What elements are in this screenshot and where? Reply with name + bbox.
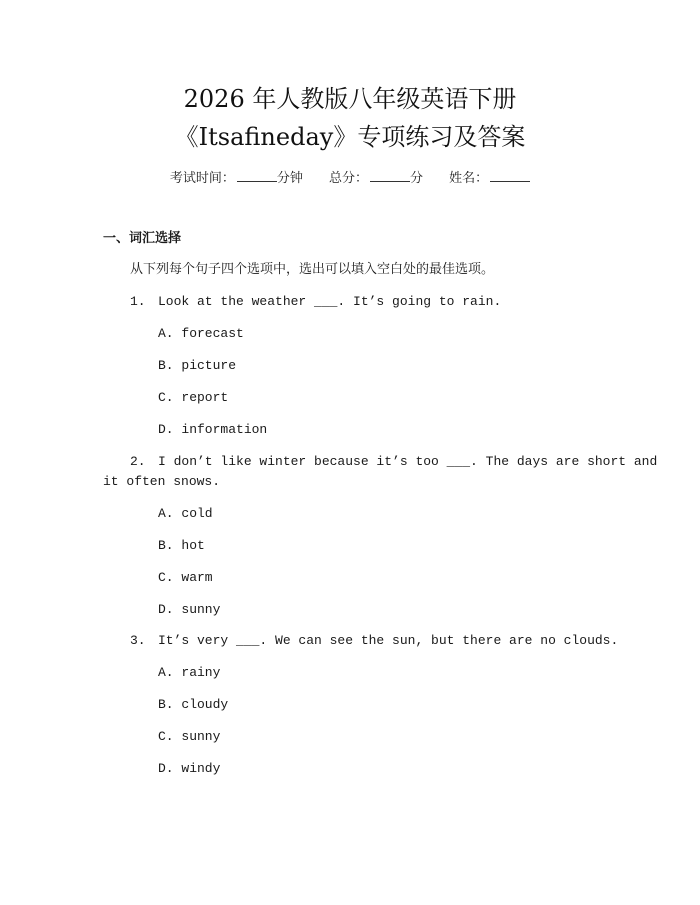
option-1b: B. picture (158, 358, 237, 373)
option-1a: A. forecast (158, 326, 244, 341)
option-1c: C. report (158, 390, 229, 405)
exam-score-unit: 分 (410, 171, 424, 186)
question-2 (130, 452, 657, 472)
option-2d: D. sunny (158, 602, 221, 617)
document-title-line-2: 《Itsafineday》专项练习及答案 (174, 123, 526, 151)
exam-score-label: 总分： (328, 171, 368, 186)
question-number: 1. (130, 294, 146, 309)
question-3 (130, 631, 618, 651)
question-number: 2. (130, 454, 146, 469)
exam-time-unit: 分钟 (276, 171, 303, 186)
option-1d: D. information (158, 422, 268, 437)
exam-score-field (329, 167, 423, 189)
exam-name-blank (490, 167, 530, 182)
option-3c: C. sunny (158, 729, 221, 744)
exam-name-field (449, 167, 530, 189)
exam-info-row (0, 167, 700, 189)
question-text: I don’t like winter because it’s too ___. The days are short and (158, 454, 658, 469)
question-text: Look at the weather ___. It’s going to rain. (158, 294, 502, 309)
option-3a: A. rainy (158, 665, 221, 680)
option-2a: A. cold (158, 506, 213, 521)
exam-time-blank (237, 167, 277, 182)
section-instruction: 从下列每个句子四个选项中，选出可以填入空白处的最佳选项。 (130, 262, 495, 277)
option-2b: B. hot (158, 538, 205, 553)
exam-score-blank (370, 167, 410, 182)
exam-name-label: 姓名： (449, 171, 489, 186)
option-3b: B. cloudy (158, 697, 229, 712)
document-title-line-1: 2026 年人教版八年级英语下册 (183, 85, 517, 113)
question-1 (130, 292, 501, 312)
option-2c: C. warm (158, 570, 213, 585)
option-3d: D. windy (158, 761, 221, 776)
question-2-continuation: it often snows. (103, 474, 221, 489)
question-text: It’s very ___. We can see the sun, but there are no clouds. (158, 633, 619, 648)
section-heading: 一、词汇选择 (103, 231, 182, 246)
exam-time-label: 考试时间： (169, 171, 235, 186)
exam-time-field (170, 167, 303, 189)
question-number: 3. (130, 633, 146, 648)
